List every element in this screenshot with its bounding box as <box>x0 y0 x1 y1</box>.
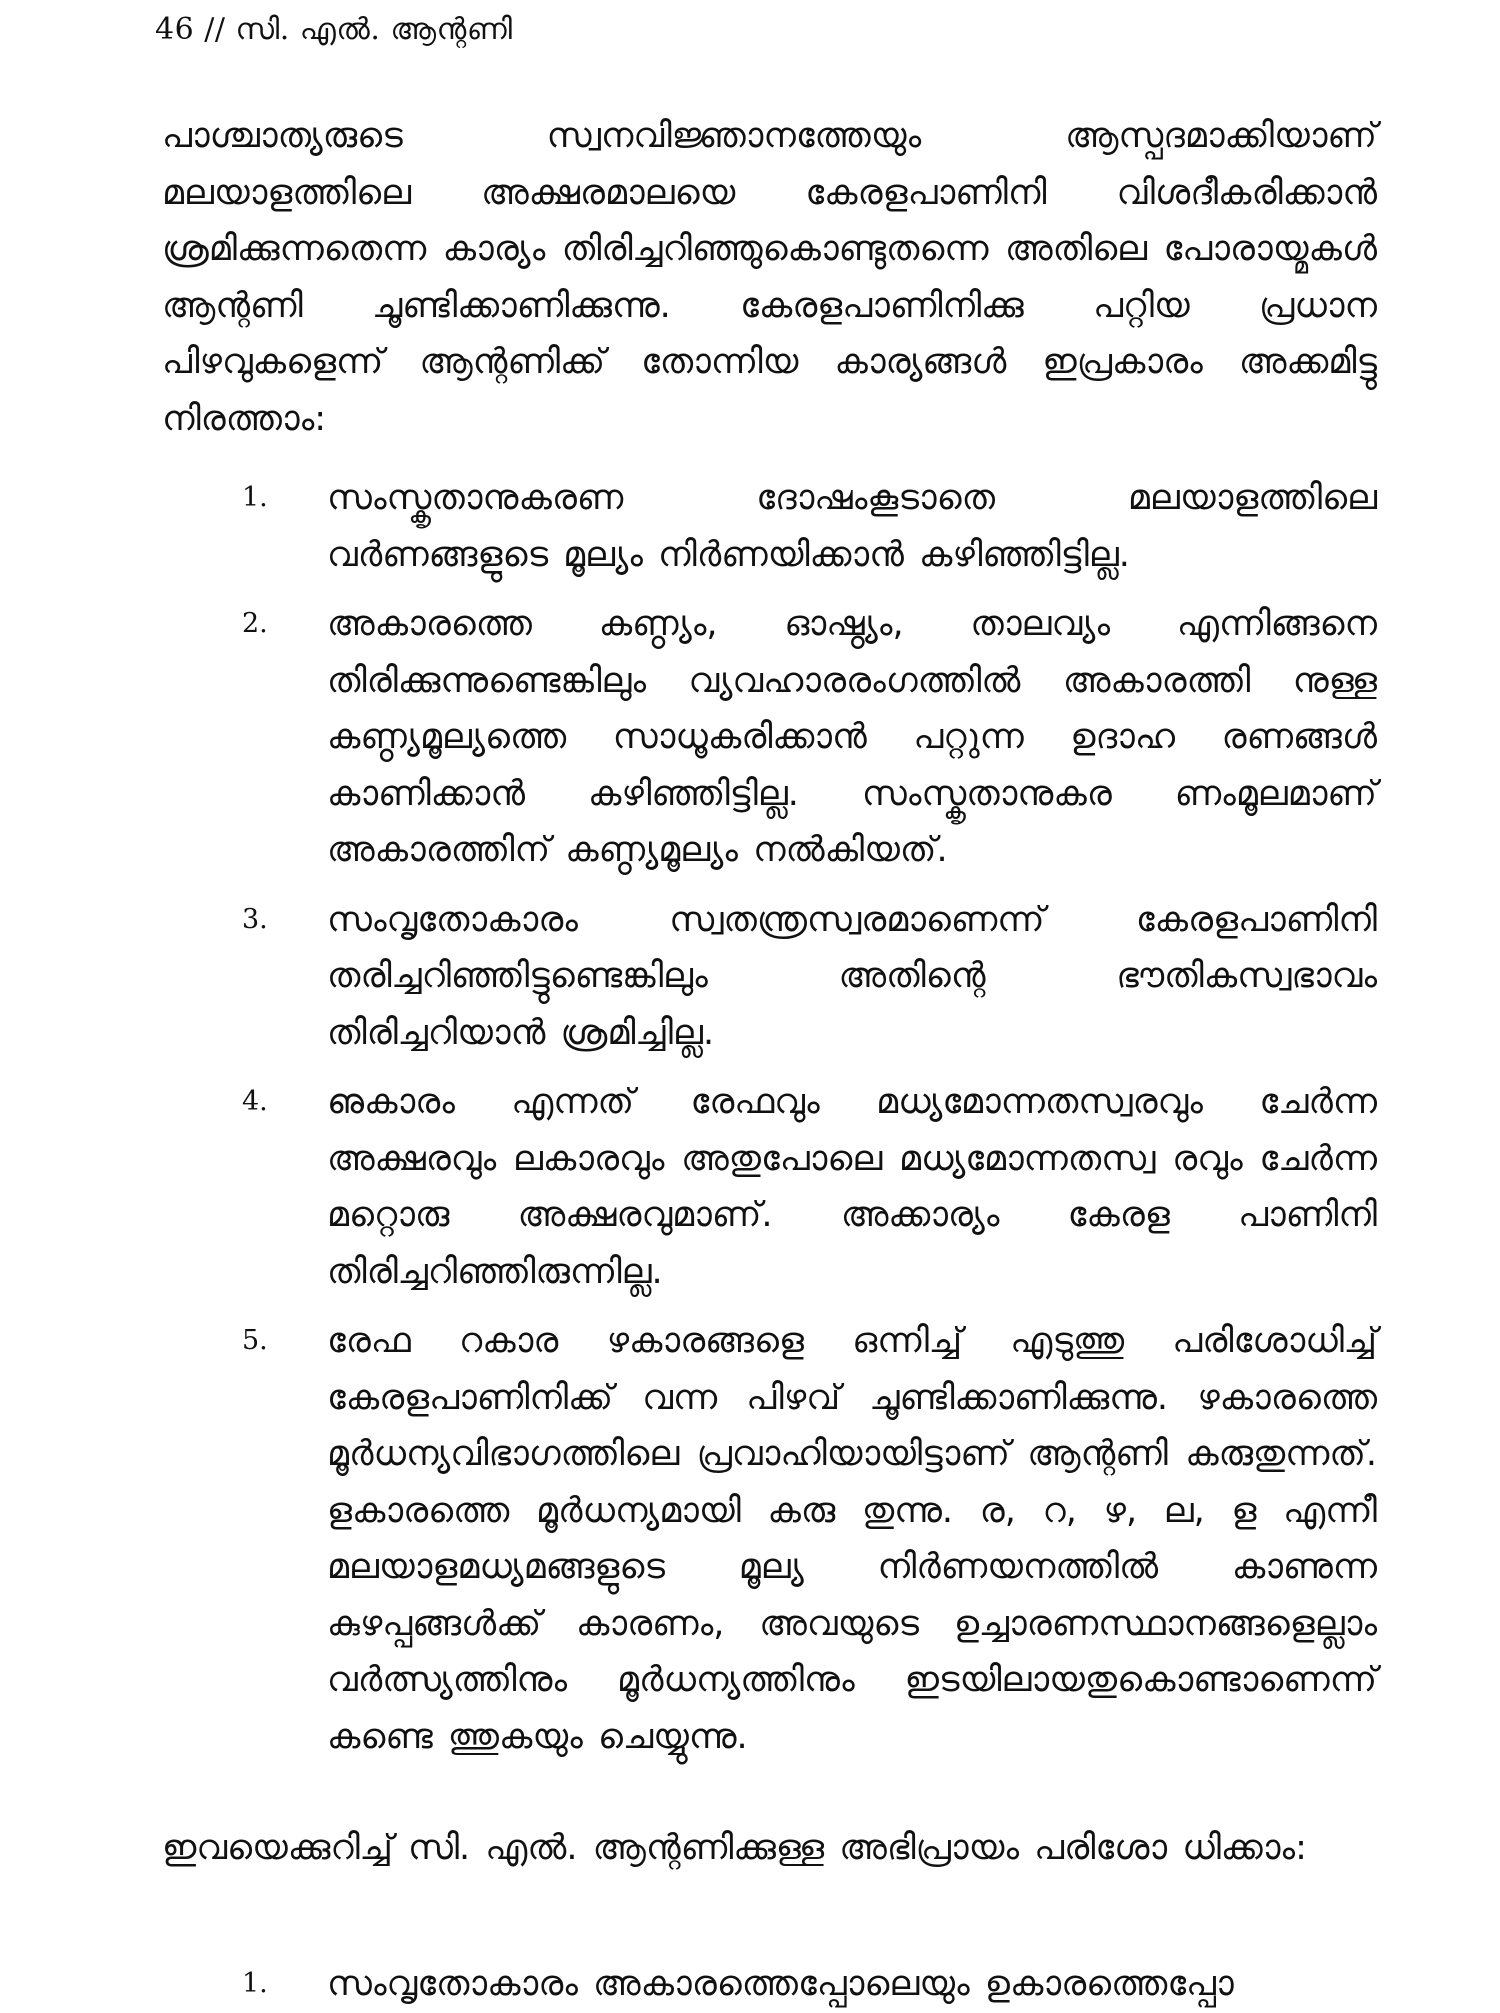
list-item-number: 3. <box>242 903 268 935</box>
list-item <box>162 1313 1377 1765</box>
list-item-number: 5. <box>242 1325 268 1356</box>
list-item-text: ഌകാരം എന്നത് രേഫവും മധ്യമോന്നതസ്വരവും ചേർന്ന അക്ഷരവും ലകാരവും അതുപോലെ മധ്യമോന്നതസ്വ രവും ചേർന്ന മറ്റൊരു അക്ഷരവുമാണ്. അക്കാര്യം കേരള പാണിനി തിരിച്ചറിഞ്ഞിരുന്നില്ല. <box>327 1082 1377 1292</box>
list-item <box>162 1074 1377 1300</box>
intro-paragraph: പാശ്ചാത്യരുടെ സ്വനവിജ്ഞാനത്തേയും ആസ്പദമാക്കിയാണ് മലയാളത്തിലെ അക്ഷരമാലയെ കേരളപാണിനി വിശദീകരിക്കാൻ ശ്രമിക്കുന്നതെന്ന കാര്യം തിരിച്ചറിഞ്ഞുകൊണ്ടുതന്നെ അതിലെ പോരായ്മകൾ ആന്റണി ചൂണ്ടിക്കാണിക്കുന്നു. കേരളപാണിനിക്കു പറ്റിയ പ്രധാന പിഴവുകളെന്ന് ആന്റണിക്ക് തോന്നിയ കാര്യങ്ങൾ ഇപ്രകാരം അക്കമിട്ടു നിരത്താം: <box>162 116 1377 439</box>
list-item-text: സംവൃതോകാരം സ്വതന്ത്രസ്വരമാണെന്ന് കേരളപാണിനി തരിച്ചറിഞ്ഞിട്ടുണ്ടെങ്കിലും അതിന്റെ ഭൗതികസ്വഭാവം തിരിച്ചറിയാൻ ശ്രമിച്ചില്ല. <box>327 899 1377 1053</box>
running-head: 46 // സി. എൽ. ആന്റണി <box>155 12 513 47</box>
list-item-number: 4. <box>242 1086 268 1117</box>
list-item <box>162 892 1377 1062</box>
list-item <box>162 596 1377 879</box>
shortcomings-list <box>162 470 1377 1765</box>
list-item-text: രേഫ റകാര ഴകാരങ്ങളെ ഒന്നിച്ച് എടുത്തു പരിശോധിച്ച് കേരളപാണിനിക്ക് വന്ന പിഴവ് ചൂണ്ടിക്കാണിക്കുന്നു. ഴകാരത്തെ മൂർധന്യവിഭാഗത്തിലെ പ്രവാഹിയായിട്ടാണ് ആന്റണി കരുതുന്നത്. ളകാരത്തെ മൂർധന്യമായി കരു തുന്നു. ര, റ, ഴ, ല, ള എന്നീ മലയാളമധ്യമങ്ങളുടെ മൂല്യ നിർണയനത്തിൽ കാണുന്ന കുഴപ്പങ്ങൾക്ക് കാരണം, അവയുടെ ഉച്ചാരണസ്ഥാനങ്ങളെല്ലാം വർത്സ്യത്തിനും മൂർധന്യത്തിനും ഇടയിലായതുകൊണ്ടാണെന്ന് കണ്ടെ ത്തുകയും ചെയ്യുന്നു. <box>327 1321 1377 1757</box>
list-item <box>162 1956 1377 2013</box>
list-item-number: 1. <box>242 1968 268 1999</box>
list-item-text: സംവൃതോകാരം അകാരത്തെപ്പോലെയും ഉകാരത്തെപ്പോ <box>327 1964 1234 2004</box>
closing-paragraph: ഇവയെക്കുറിച്ച് സി. എൽ. ആന്റണിക്കുള്ള അഭിപ്രായം പരിശോ ധിക്കാം: <box>162 1828 1307 1868</box>
list-item-text: അകാരത്തെ കണ്ഠ്യം, ഓഷ്ഠ്യം, താലവ്യം എന്നിങ്ങനെ തിരിക്കുന്നുണ്ടെങ്കിലും വ്യവഹാരരംഗത്തിൽ അകാരത്തി നുള്ള കണ്ഠ്യമൂല്യത്തെ സാധൂകരിക്കാൻ പറ്റുന്ന ഉദാഹ രണങ്ങൾ കാണിക്കാൻ കഴിഞ്ഞിട്ടില്ല. സംസ്കൃതാനുകര ണംമൂലമാണ് അകാരത്തിന് കണ്ഠ്യമൂല്യം നൽകിയത്. <box>327 604 1377 870</box>
opinions-list <box>162 1956 1377 2013</box>
list-item-number: 2. <box>242 608 268 639</box>
list-item-number: 1. <box>242 482 268 513</box>
list-item-text: സംസ്കൃതാനുകരണ ദോഷംകൂടാതെ മലയാളത്തിലെ വർണങ്ങളുടെ മൂല്യം നിർണയിക്കാൻ കഴിഞ്ഞിട്ടില്ല. <box>327 478 1377 575</box>
list-item <box>162 470 1377 583</box>
